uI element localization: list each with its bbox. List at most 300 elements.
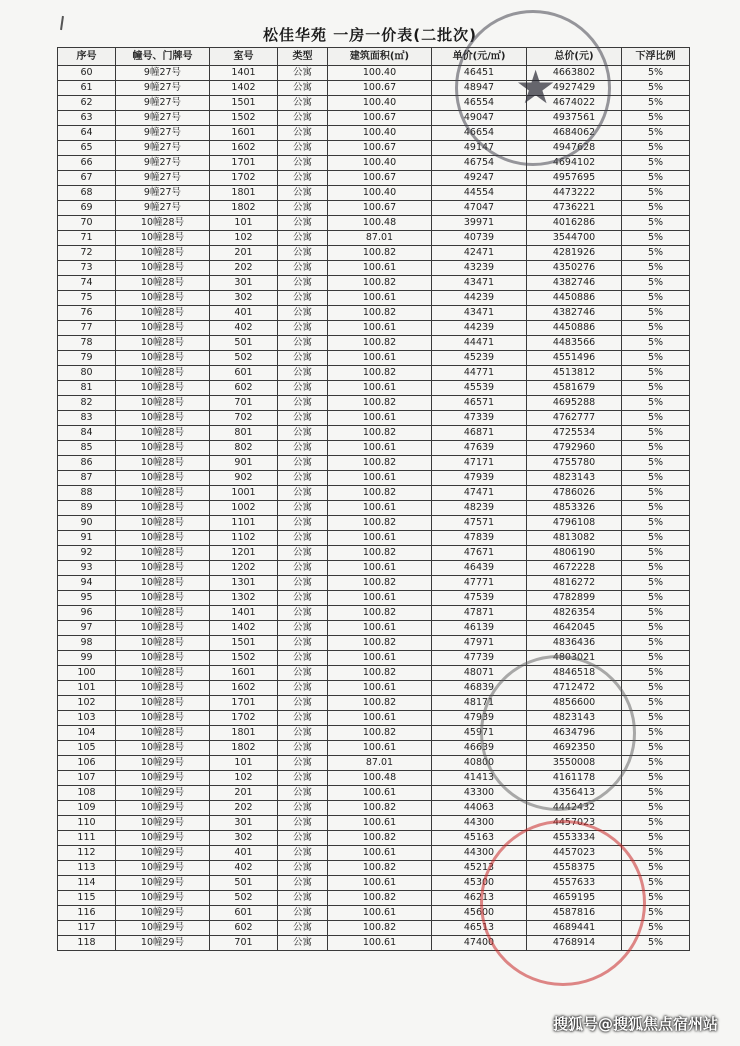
cell-area: 100.82 <box>328 921 432 936</box>
cell-serial: 82 <box>58 396 116 411</box>
cell-serial: 90 <box>58 516 116 531</box>
cell-serial: 88 <box>58 486 116 501</box>
cell-serial: 99 <box>58 651 116 666</box>
cell-room: 502 <box>210 891 278 906</box>
cell-discount: 5% <box>622 891 690 906</box>
cell-building: 10幢28号 <box>116 216 210 231</box>
table-row <box>58 171 690 186</box>
cell-building: 10幢29号 <box>116 861 210 876</box>
cell-unit-price: 46451 <box>432 66 527 81</box>
cell-area: 100.82 <box>328 636 432 651</box>
cell-building: 9幢27号 <box>116 126 210 141</box>
cell-unit-price: 47047 <box>432 201 527 216</box>
cell-building: 10幢28号 <box>116 456 210 471</box>
table-body <box>58 66 690 951</box>
table-row <box>58 921 690 936</box>
cell-building: 10幢29号 <box>116 921 210 936</box>
table-row <box>58 576 690 591</box>
cell-total-price: 4823143 <box>527 471 622 486</box>
cell-total-price: 4813082 <box>527 531 622 546</box>
cell-room: 801 <box>210 426 278 441</box>
cell-discount: 5% <box>622 921 690 936</box>
cell-discount: 5% <box>622 81 690 96</box>
cell-total-price: 4836436 <box>527 636 622 651</box>
cell-room: 201 <box>210 786 278 801</box>
cell-discount: 5% <box>622 846 690 861</box>
cell-serial: 71 <box>58 231 116 246</box>
cell-discount: 5% <box>622 726 690 741</box>
cell-area: 100.61 <box>328 906 432 921</box>
cell-serial: 103 <box>58 711 116 726</box>
cell-room: 1301 <box>210 576 278 591</box>
cell-room: 1101 <box>210 516 278 531</box>
cell-total-price: 4356413 <box>527 786 622 801</box>
table-row <box>58 246 690 261</box>
cell-building: 10幢28号 <box>116 591 210 606</box>
cell-type: 公寓 <box>278 306 328 321</box>
cell-serial: 94 <box>58 576 116 591</box>
cell-building: 10幢28号 <box>116 246 210 261</box>
cell-serial: 79 <box>58 351 116 366</box>
cell-total-price: 4937561 <box>527 111 622 126</box>
cell-serial: 92 <box>58 546 116 561</box>
cell-type: 公寓 <box>278 66 328 81</box>
cell-area: 100.61 <box>328 381 432 396</box>
cell-room: 1702 <box>210 171 278 186</box>
cell-total-price: 4457023 <box>527 816 622 831</box>
cell-unit-price: 46554 <box>432 96 527 111</box>
cell-area: 100.82 <box>328 426 432 441</box>
cell-room: 1302 <box>210 591 278 606</box>
cell-type: 公寓 <box>278 726 328 741</box>
cell-serial: 62 <box>58 96 116 111</box>
cell-room: 1401 <box>210 66 278 81</box>
header-serial: 序号 <box>58 48 116 66</box>
cell-room: 402 <box>210 321 278 336</box>
cell-serial: 78 <box>58 336 116 351</box>
table-row <box>58 111 690 126</box>
cell-area: 100.48 <box>328 216 432 231</box>
cell-room: 802 <box>210 441 278 456</box>
table-row <box>58 291 690 306</box>
cell-building: 10幢28号 <box>116 576 210 591</box>
cell-unit-price: 44239 <box>432 291 527 306</box>
cell-discount: 5% <box>622 291 690 306</box>
cell-unit-price: 44300 <box>432 816 527 831</box>
cell-total-price: 4450886 <box>527 321 622 336</box>
cell-room: 1102 <box>210 531 278 546</box>
cell-area: 100.82 <box>328 831 432 846</box>
cell-area: 100.82 <box>328 276 432 291</box>
cell-unit-price: 48071 <box>432 666 527 681</box>
cell-discount: 5% <box>622 306 690 321</box>
cell-building: 9幢27号 <box>116 186 210 201</box>
cell-room: 202 <box>210 261 278 276</box>
cell-room: 701 <box>210 396 278 411</box>
cell-unit-price: 46654 <box>432 126 527 141</box>
cell-type: 公寓 <box>278 606 328 621</box>
cell-unit-price: 49147 <box>432 141 527 156</box>
cell-total-price: 4581679 <box>527 381 622 396</box>
cell-unit-price: 47671 <box>432 546 527 561</box>
cell-serial: 77 <box>58 321 116 336</box>
cell-room: 501 <box>210 336 278 351</box>
table-row <box>58 81 690 96</box>
cell-room: 701 <box>210 936 278 951</box>
cell-discount: 5% <box>622 456 690 471</box>
cell-total-price: 4712472 <box>527 681 622 696</box>
cell-building: 10幢28号 <box>116 726 210 741</box>
cell-total-price: 4382746 <box>527 306 622 321</box>
cell-area: 100.61 <box>328 651 432 666</box>
cell-room: 102 <box>210 231 278 246</box>
cell-serial: 68 <box>58 186 116 201</box>
cell-unit-price: 47839 <box>432 531 527 546</box>
cell-total-price: 4442432 <box>527 801 622 816</box>
cell-building: 9幢27号 <box>116 156 210 171</box>
cell-serial: 96 <box>58 606 116 621</box>
cell-building: 10幢28号 <box>116 621 210 636</box>
cell-total-price: 4674022 <box>527 96 622 111</box>
cell-area: 100.61 <box>328 711 432 726</box>
cell-total-price: 4672228 <box>527 561 622 576</box>
cell-unit-price: 47471 <box>432 486 527 501</box>
table-row <box>58 816 690 831</box>
cell-total-price: 4736221 <box>527 201 622 216</box>
cell-serial: 63 <box>58 111 116 126</box>
cell-serial: 115 <box>58 891 116 906</box>
cell-type: 公寓 <box>278 801 328 816</box>
cell-serial: 108 <box>58 786 116 801</box>
cell-type: 公寓 <box>278 216 328 231</box>
table-row <box>58 651 690 666</box>
cell-serial: 116 <box>58 906 116 921</box>
cell-building: 10幢29号 <box>116 816 210 831</box>
cell-serial: 105 <box>58 741 116 756</box>
cell-unit-price: 47639 <box>432 441 527 456</box>
cell-unit-price: 45539 <box>432 381 527 396</box>
cell-total-price: 4782899 <box>527 591 622 606</box>
cell-discount: 5% <box>622 441 690 456</box>
cell-serial: 109 <box>58 801 116 816</box>
cell-unit-price: 46513 <box>432 921 527 936</box>
table-row <box>58 711 690 726</box>
cell-area: 100.61 <box>328 411 432 426</box>
cell-building: 9幢27号 <box>116 111 210 126</box>
cell-building: 10幢28号 <box>116 291 210 306</box>
cell-area: 100.61 <box>328 741 432 756</box>
table-row <box>58 336 690 351</box>
cell-room: 1402 <box>210 81 278 96</box>
cell-unit-price: 48171 <box>432 696 527 711</box>
cell-total-price: 4786026 <box>527 486 622 501</box>
cell-discount: 5% <box>622 561 690 576</box>
cell-type: 公寓 <box>278 816 328 831</box>
cell-area: 100.82 <box>328 576 432 591</box>
cell-type: 公寓 <box>278 711 328 726</box>
cell-unit-price: 49047 <box>432 111 527 126</box>
cell-unit-price: 46871 <box>432 426 527 441</box>
table-row <box>58 126 690 141</box>
table-row <box>58 321 690 336</box>
table-row <box>58 741 690 756</box>
cell-area: 100.67 <box>328 201 432 216</box>
cell-total-price: 4281926 <box>527 246 622 261</box>
cell-unit-price: 46439 <box>432 561 527 576</box>
cell-discount: 5% <box>622 471 690 486</box>
table-row <box>58 756 690 771</box>
cell-discount: 5% <box>622 831 690 846</box>
header-room: 室号 <box>210 48 278 66</box>
cell-room: 1802 <box>210 201 278 216</box>
cell-type: 公寓 <box>278 246 328 261</box>
cell-building: 10幢29号 <box>116 891 210 906</box>
cell-type: 公寓 <box>278 111 328 126</box>
cell-type: 公寓 <box>278 891 328 906</box>
cell-unit-price: 43471 <box>432 276 527 291</box>
cell-area: 100.40 <box>328 66 432 81</box>
cell-serial: 111 <box>58 831 116 846</box>
cell-room: 1602 <box>210 141 278 156</box>
cell-total-price: 4796108 <box>527 516 622 531</box>
cell-building: 10幢28号 <box>116 231 210 246</box>
cell-type: 公寓 <box>278 441 328 456</box>
table-row <box>58 306 690 321</box>
cell-unit-price: 45213 <box>432 861 527 876</box>
table-row <box>58 441 690 456</box>
cell-room: 1801 <box>210 186 278 201</box>
cell-area: 100.82 <box>328 486 432 501</box>
cell-discount: 5% <box>622 486 690 501</box>
cell-serial: 112 <box>58 846 116 861</box>
cell-area: 100.61 <box>328 786 432 801</box>
cell-area: 100.82 <box>328 726 432 741</box>
cell-unit-price: 47171 <box>432 456 527 471</box>
cell-building: 10幢28号 <box>116 546 210 561</box>
table-row <box>58 801 690 816</box>
cell-type: 公寓 <box>278 231 328 246</box>
cell-type: 公寓 <box>278 696 328 711</box>
cell-room: 401 <box>210 846 278 861</box>
cell-unit-price: 43300 <box>432 786 527 801</box>
cell-type: 公寓 <box>278 426 328 441</box>
cell-area: 87.01 <box>328 231 432 246</box>
cell-total-price: 4513812 <box>527 366 622 381</box>
cell-area: 100.82 <box>328 801 432 816</box>
cell-total-price: 4806190 <box>527 546 622 561</box>
table-header-row <box>58 48 690 66</box>
cell-unit-price: 47339 <box>432 411 527 426</box>
cell-unit-price: 46213 <box>432 891 527 906</box>
cell-area: 100.61 <box>328 936 432 951</box>
cell-room: 601 <box>210 366 278 381</box>
cell-unit-price: 47739 <box>432 651 527 666</box>
cell-type: 公寓 <box>278 156 328 171</box>
cell-building: 10幢29号 <box>116 906 210 921</box>
table-row <box>58 786 690 801</box>
cell-area: 100.82 <box>328 396 432 411</box>
cell-type: 公寓 <box>278 531 328 546</box>
cell-area: 100.82 <box>328 336 432 351</box>
cell-area: 100.48 <box>328 771 432 786</box>
cell-type: 公寓 <box>278 681 328 696</box>
cell-serial: 61 <box>58 81 116 96</box>
cell-room: 601 <box>210 906 278 921</box>
cell-unit-price: 48947 <box>432 81 527 96</box>
cell-room: 1701 <box>210 156 278 171</box>
cell-type: 公寓 <box>278 411 328 426</box>
cell-discount: 5% <box>622 411 690 426</box>
cell-type: 公寓 <box>278 96 328 111</box>
cell-building: 9幢27号 <box>116 171 210 186</box>
cell-room: 1402 <box>210 621 278 636</box>
cell-room: 1501 <box>210 636 278 651</box>
cell-unit-price: 46754 <box>432 156 527 171</box>
cell-type: 公寓 <box>278 786 328 801</box>
cell-area: 100.61 <box>328 816 432 831</box>
cell-building: 10幢29号 <box>116 876 210 891</box>
cell-type: 公寓 <box>278 546 328 561</box>
cell-total-price: 4689441 <box>527 921 622 936</box>
cell-discount: 5% <box>622 216 690 231</box>
cell-type: 公寓 <box>278 921 328 936</box>
cell-unit-price: 44239 <box>432 321 527 336</box>
cell-serial: 98 <box>58 636 116 651</box>
table-row <box>58 486 690 501</box>
table-row <box>58 531 690 546</box>
cell-area: 100.61 <box>328 291 432 306</box>
cell-total-price: 4350276 <box>527 261 622 276</box>
cell-serial: 87 <box>58 471 116 486</box>
cell-total-price: 4692350 <box>527 741 622 756</box>
cell-total-price: 4634796 <box>527 726 622 741</box>
cell-area: 100.82 <box>328 306 432 321</box>
table-row <box>58 216 690 231</box>
cell-type: 公寓 <box>278 321 328 336</box>
table-row <box>58 471 690 486</box>
cell-discount: 5% <box>622 591 690 606</box>
cell-room: 1601 <box>210 126 278 141</box>
cell-unit-price: 47771 <box>432 576 527 591</box>
cell-total-price: 4161178 <box>527 771 622 786</box>
cell-discount: 5% <box>622 231 690 246</box>
cell-serial: 60 <box>58 66 116 81</box>
table-row <box>58 276 690 291</box>
cell-discount: 5% <box>622 696 690 711</box>
table-row <box>58 456 690 471</box>
cell-room: 1401 <box>210 606 278 621</box>
cell-discount: 5% <box>622 906 690 921</box>
cell-type: 公寓 <box>278 906 328 921</box>
cell-serial: 69 <box>58 201 116 216</box>
cell-discount: 5% <box>622 141 690 156</box>
cell-discount: 5% <box>622 606 690 621</box>
cell-unit-price: 41413 <box>432 771 527 786</box>
cell-type: 公寓 <box>278 471 328 486</box>
cell-area: 100.40 <box>328 156 432 171</box>
cell-area: 100.82 <box>328 246 432 261</box>
cell-serial: 93 <box>58 561 116 576</box>
cell-unit-price: 48239 <box>432 501 527 516</box>
cell-area: 100.61 <box>328 351 432 366</box>
cell-room: 902 <box>210 471 278 486</box>
cell-total-price: 4450886 <box>527 291 622 306</box>
cell-building: 10幢29号 <box>116 936 210 951</box>
cell-type: 公寓 <box>278 876 328 891</box>
cell-area: 100.61 <box>328 621 432 636</box>
cell-area: 100.67 <box>328 171 432 186</box>
cell-area: 100.61 <box>328 531 432 546</box>
table-row <box>58 936 690 951</box>
cell-discount: 5% <box>622 96 690 111</box>
cell-unit-price: 47939 <box>432 471 527 486</box>
cell-unit-price: 44063 <box>432 801 527 816</box>
cell-discount: 5% <box>622 876 690 891</box>
cell-room: 1202 <box>210 561 278 576</box>
cell-serial: 75 <box>58 291 116 306</box>
table-row <box>58 201 690 216</box>
cell-total-price: 4553334 <box>527 831 622 846</box>
cell-serial: 101 <box>58 681 116 696</box>
cell-area: 100.82 <box>328 891 432 906</box>
cell-type: 公寓 <box>278 126 328 141</box>
cell-discount: 5% <box>622 66 690 81</box>
cell-discount: 5% <box>622 426 690 441</box>
cell-type: 公寓 <box>278 831 328 846</box>
cell-area: 100.61 <box>328 261 432 276</box>
table-row <box>58 906 690 921</box>
cell-serial: 76 <box>58 306 116 321</box>
cell-serial: 73 <box>58 261 116 276</box>
cell-unit-price: 45163 <box>432 831 527 846</box>
table-row <box>58 621 690 636</box>
cell-unit-price: 47971 <box>432 636 527 651</box>
cell-building: 10幢28号 <box>116 666 210 681</box>
cell-building: 10幢28号 <box>116 261 210 276</box>
cell-discount: 5% <box>622 276 690 291</box>
cell-discount: 5% <box>622 936 690 951</box>
cell-area: 100.82 <box>328 456 432 471</box>
table-row <box>58 831 690 846</box>
cell-unit-price: 49247 <box>432 171 527 186</box>
cell-room: 201 <box>210 246 278 261</box>
header-area: 建筑面积(㎡) <box>328 48 432 66</box>
cell-area: 100.61 <box>328 681 432 696</box>
cell-building: 10幢28号 <box>116 516 210 531</box>
cell-discount: 5% <box>622 801 690 816</box>
cell-room: 1801 <box>210 726 278 741</box>
cell-type: 公寓 <box>278 81 328 96</box>
table-row <box>58 186 690 201</box>
table-row <box>58 876 690 891</box>
cell-building: 10幢28号 <box>116 396 210 411</box>
cell-total-price: 4684062 <box>527 126 622 141</box>
cell-building: 9幢27号 <box>116 81 210 96</box>
cell-serial: 65 <box>58 141 116 156</box>
cell-type: 公寓 <box>278 396 328 411</box>
cell-total-price: 4016286 <box>527 216 622 231</box>
cell-room: 1701 <box>210 696 278 711</box>
cell-area: 100.61 <box>328 561 432 576</box>
cell-area: 100.82 <box>328 366 432 381</box>
header-unit-price: 单价(元/㎡) <box>432 48 527 66</box>
cell-building: 10幢28号 <box>116 531 210 546</box>
cell-total-price: 4826354 <box>527 606 622 621</box>
header-total-price: 总价(元) <box>527 48 622 66</box>
cell-discount: 5% <box>622 546 690 561</box>
cell-serial: 104 <box>58 726 116 741</box>
cell-building: 10幢28号 <box>116 306 210 321</box>
